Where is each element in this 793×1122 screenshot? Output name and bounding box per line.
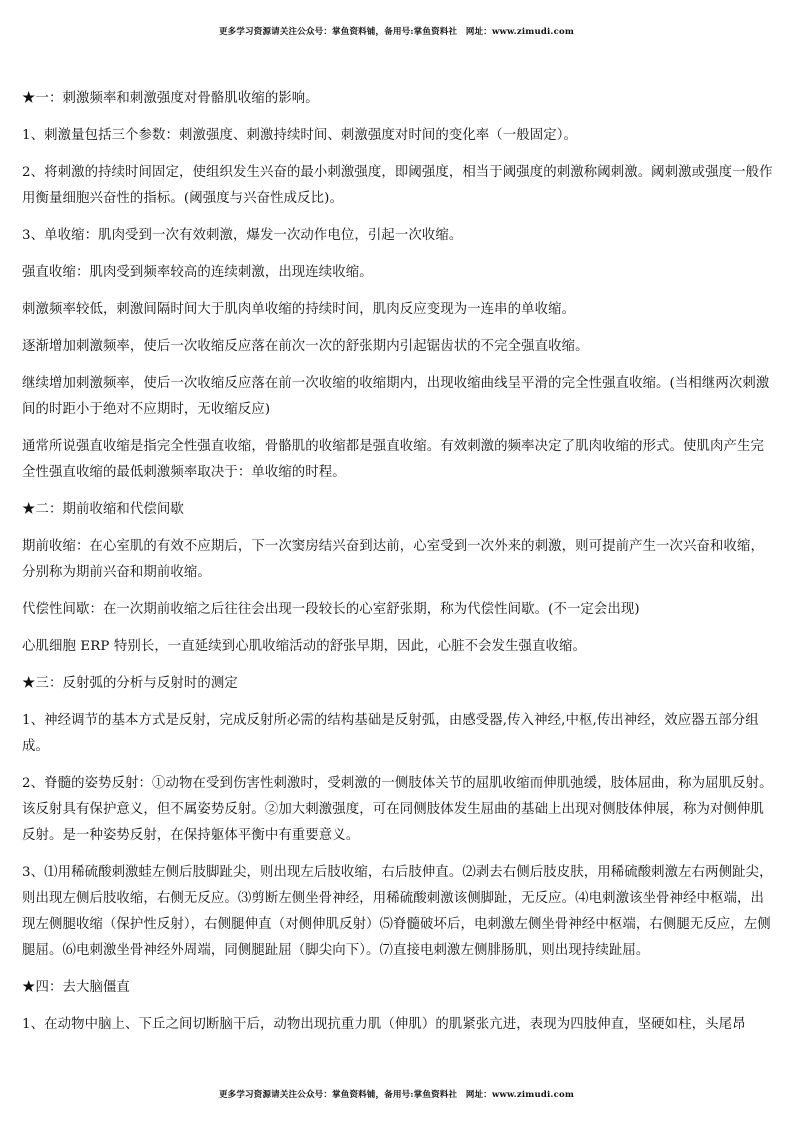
paragraph: 强直收缩：肌肉受到频率较高的连续刺激，出现连续收缩。 — [22, 265, 373, 280]
page-footer: 更多学习资源请关注公众号：掌鱼资料铺，备用号:掌鱼资料社 网址：www.zimudi.com — [218, 1090, 575, 1100]
section-heading-2: ★二：期前收缩和代偿间歇 — [22, 502, 184, 517]
section-heading-1: ★一：刺激频率和刺激强度对骨骼肌收缩的影响。 — [22, 91, 319, 106]
page-header: 更多学习资源请关注公众号：掌鱼资料铺，备用号:掌鱼资料社 网址：www.zimudi.com — [218, 27, 575, 37]
paragraph: 1、刺激量包括三个参数：刺激强度、刺激持续时间、刺激强度对时间的变化率（一般固定）。 — [22, 128, 578, 143]
paragraph: 通常所说强直收缩是指完全性强直收缩，骨骼肌的收缩都是强直收缩。有效刺激的频率决定了肌肉收缩的形式。使肌肉产生完全性强直收缩的最低刺激频率取决于：单收缩的时程。 — [22, 439, 764, 480]
paragraph: 继续增加刺激频率，使后一次收缩反应落在前一次收缩的收缩期内，出现收缩曲线呈平滑的完全性强直收缩。(当相继两次刺激间的时距小于绝对不应期时，无收缩反应) — [22, 376, 770, 417]
paragraph: 1、在动物中脑上、下丘之间切断脑干后，动物出现抗重力肌（伸肌）的肌紧张亢进，表现为四肢伸直，坚硬如柱，头尾昂 — [22, 1017, 746, 1032]
paragraph: 2、脊髓的姿势反射：①动物在受到伤害性刺激时，受刺激的一侧肢体关节的屈肌收缩而伸肌弛缓，肢体屈曲，称为屈肌反射。该反射具有保护意义，但不属姿势反射。②加大刺激强度，可在同侧肢体发生屈曲的基础上出现对侧肢体伸展，称为对侧伸肌反射。是一种姿势反射，在保持躯体平衡中有重要意义。 — [22, 776, 773, 843]
paragraph: 逐渐增加刺激频率，使后一次收缩反应落在前次一次的舒张期内引起锯齿状的不完全强直收缩。 — [22, 339, 589, 354]
paragraph: 刺激频率较低，刺激间隔时间大于肌肉单收缩的持续时间，肌肉反应变现为一连串的单收缩。 — [22, 302, 576, 317]
paragraph: 心肌细胞 ERP 特别长，一直延续到心肌收缩活动的舒张早期，因此，心脏不会发生强直收缩。 — [22, 639, 587, 654]
document-body — [22, 86, 777, 1049]
paragraph: 1、神经调节的基本方式是反射，完成反射所必需的结构基础是反射弧，由感受器,传入神经,中枢,传出神经，效应器五部分组成。 — [22, 713, 759, 754]
paragraph: 2、将刺激的持续时间固定，使组织发生兴奋的最小刺激强度，即阈强度，相当于阈强度的刺激称阈刺激。阈刺激或强度一般作用衡量细胞兴奋性的指标。(阈强度与兴奋性成反比)。 — [22, 165, 773, 206]
section-heading-3: ★三：反射弧的分析与反射时的测定 — [22, 676, 238, 691]
paragraph: 3、⑴用稀硫酸刺激蛙左侧后肢脚趾尖，则出现左后肢收缩，右后肢伸直。⑵剥去右侧后肢皮肤，用稀硫酸刺激左右两侧趾尖，则出现左侧后肢收缩，右侧无反应。⑶剪断左侧坐骨神经，用稀硫酸刺激该侧脚趾，无反应。⑷电刺激该坐骨神经中枢端，出现左侧腿收缩（保护性反射），右侧腿伸直（对侧伸肌反射）⑸脊髓破坏后，电刺激左侧坐骨神经中枢端，右侧腿无反应，左侧腿屈。⑹电刺激坐骨神经外周端，同侧腿趾屈（脚尖向下）。⑺直接电刺激左侧腓肠肌，则出现持续趾屈。 — [22, 865, 773, 958]
paragraph: 期前收缩：在心室肌的有效不应期后，下一次窦房结兴奋到达前，心室受到一次外来的刺激，则可提前产生一次兴奋和收缩，分别称为期前兴奋和期前收缩。 — [22, 539, 764, 580]
section-heading-4: ★四：去大脑僵直 — [22, 980, 130, 995]
paragraph: 3、单收缩：肌肉受到一次有效刺激，爆发一次动作电位，引起一次收缩。 — [22, 228, 463, 243]
paragraph: 代偿性间歇：在一次期前收缩之后往往会出现一段较长的心室舒张期，称为代偿性间歇。(不一定会出现) — [22, 602, 640, 617]
